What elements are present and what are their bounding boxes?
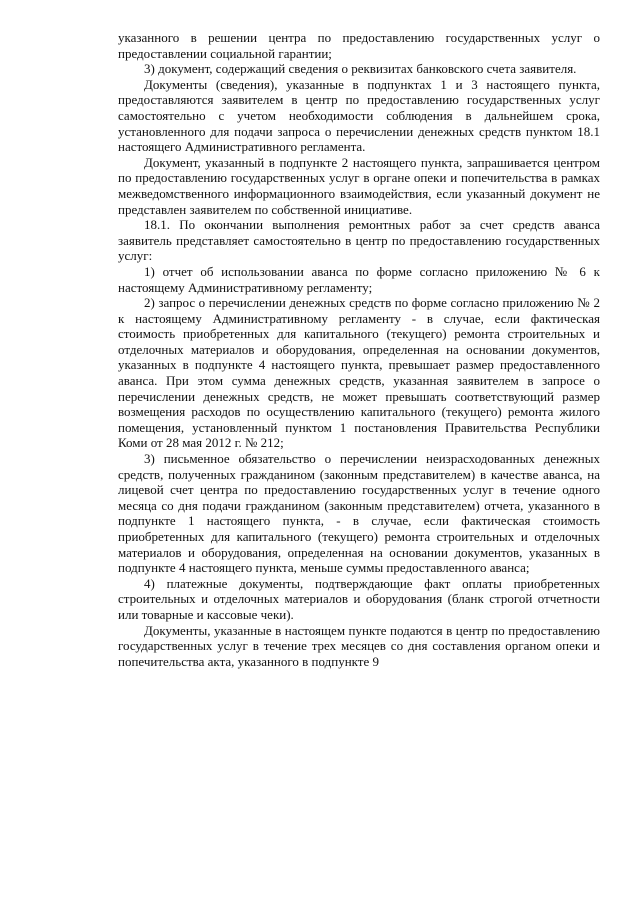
paragraph-3: Документы (сведения), указанные в подпунктах 1 и 3 настоящего пункта, предоставляются заявителем в центр по предоставлению государственных услуг самостоятельно с учетом необходимости соблюдения в дальнейшем срока, установленного для подачи запроса о перечислении денежных средств пунктом 18.1 настоящего Административного регламента. [118,76,600,155]
paragraph-8: 3) письменное обязательство о перечислении неизрасходованных денежных средств, полученных гражданином (законным представителем) в качестве аванса, на лицевой счет центра по предоставлению государственных услуг в течение одного месяца со дня подачи гражданином (законным представителем) отчета, указанного в подпункте 1 настоящего пункта, - в случае, если фактическая стоимость приобретенных для капитального (текущего) ремонта строительных и отделочных материалов и оборудования, определенная на основании документов, указанных в подпункте 4 настоящего пункта, меньше суммы предоставленного аванса; [118,451,600,576]
paragraph-6: 1) отчет об использовании аванса по форме согласно приложению № 6 к настоящему Административному регламенту; [118,263,600,295]
paragraph-4: Документ, указанный в подпункте 2 настоящего пункта, запрашивается центром по предоставлению государственных услуг в органе опеки и попечительства в рамках межведомственного информационного взаимодействия, если указанный документ не представлен заявителем по собственной инициативе. [118,154,600,217]
paragraph-7: 2) запрос о перечислении денежных средств по форме согласно приложению № 2 к настоящему Административному регламенту - в случае, если фактическая стоимость приобретенных для капитального (текущего) ремонта строительных и отделочных материалов и оборудования, определенная на основании документов, указанных в подпункте 4 настоящего пункта, превышает размер предоставленного аванса. При этом сумма денежных средств, указанная заявителем в запросе о перечислении денежных средств, не может превышать соответствующий размер возмещения расходов по осуществлению капитального (текущего) ремонта жилого помещения, установленный пунктом 1 постановления Правительства Республики Коми от 28 мая 2012 г. № 212; [118,295,600,451]
paragraph-9: 4) платежные документы, подтверждающие факт оплаты приобретенных строительных и отделочных материалов и оборудования (бланк строгой отчетности или товарные и кассовые чеки). [118,575,600,622]
paragraph-2: 3) документ, содержащий сведения о реквизитах банковского счета заявителя. [144,61,577,77]
paragraph-10: Документы, указанные в настоящем пункте подаются в центр по предоставлению государственных услуг в течение трех месяцев со дня составления органом опеки и попечительства акта, указанного в подпункте 9 [118,622,600,669]
paragraph-5: 18.1. По окончании выполнения ремонтных работ за счет средств аванса заявитель представляет самостоятельно в центр по предоставлению государственных услуг: [118,217,600,264]
document-page [118,30,600,669]
paragraph-1: указанного в решении центра по предоставлению государственных услуг о предоставлении социальной гарантии; [118,30,600,61]
